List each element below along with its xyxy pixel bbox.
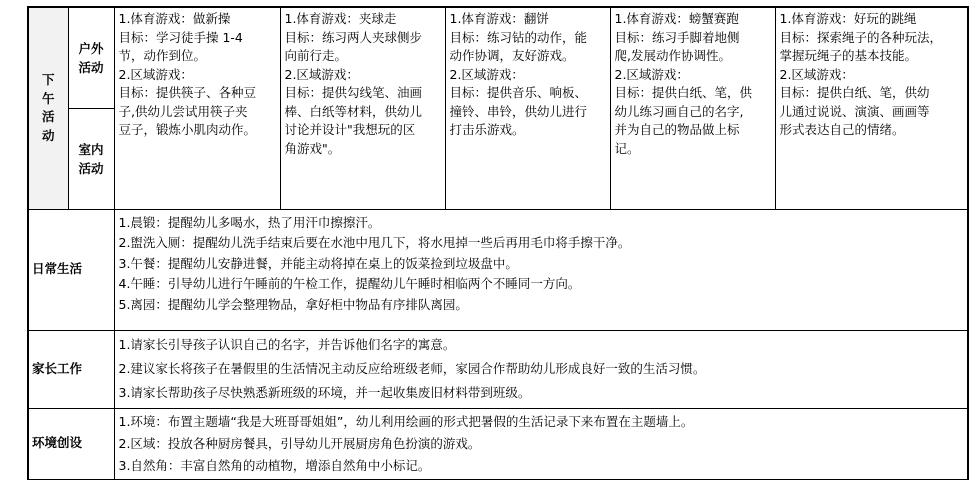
parent-work-row	[28, 330, 968, 408]
afternoon-outdoor-row	[28, 7, 968, 108]
weekly-plan-table	[27, 6, 969, 480]
daily-life-row	[28, 209, 968, 330]
daily-life-content: 1.晨锻：提醒幼儿多喝水，热了用汗巾擦擦汗。 2.盥洗入厕：提醒幼儿洗手结束后要在水池中甩几下，将水甩掉一些后再用毛巾将手擦干净。 3.午餐：提醒幼儿安静进餐，并能主动将掉在桌上的饭菜捡到垃圾盘中。 4.午睡：引导幼儿进行午睡前的午检工作，提醒幼儿午睡时相临两个不睡同一方向。 5.离园：提醒幼儿学会整理物品，拿好柜中物品有序排队离园。	[114, 209, 968, 330]
indoor-activity-label: 室内 活动	[68, 108, 114, 209]
afternoon-day-3: 1.体育游戏：翻饼 目标：练习钻的动作，能 动作协调，友好游戏。 2.区域游戏： 目标：提供音乐、响板、 撞铃、串铃，供幼儿进行 打击乐游戏。	[445, 7, 610, 209]
parent-work-content: 1.请家长引导孩子认识自己的名字，并告诉他们名字的寓意。 2.建议家长将孩子在暑假里的生活情况主动反应给班级老师，家园合作帮助幼儿形成良好一致的生活习惯。 3.请家长帮助孩子尽快熟悉新班级的环境，并一起收集废旧材料带到班级。	[114, 330, 968, 408]
environment-row	[28, 408, 968, 479]
parent-work-label: 家长工作	[28, 330, 114, 408]
environment-label: 环境创设	[28, 408, 114, 479]
afternoon-day-2: 1.体育游戏：夹球走 目标：练习两人夹球侧步 向前行走。 2.区域游戏： 目标：提供勾线笔、油画 棒、白纸等材料，供幼儿 讨论并设计"我想玩的区 角游戏"。	[280, 7, 445, 209]
outdoor-activity-label: 户外 活动	[68, 7, 114, 108]
afternoon-section-label: 下 午 活 动	[28, 7, 68, 209]
daily-life-label: 日常生活	[28, 209, 114, 330]
afternoon-day-4: 1.体育游戏：螃蟹赛跑 目标：练习手脚着地侧 爬,发展动作协调性。 2.区域游戏： 目标：提供白纸、笔，供 幼儿练习画自己的名字, 并为自己的物品做上标 记。	[610, 7, 775, 209]
afternoon-day-1: 1.体育游戏：做新操 目标：学习徒手操 1-4 节，动作到位。 2.区域游戏： 目标：提供筷子、各种豆 子,供幼儿尝试用筷子夹 豆子，锻炼小肌肉动作。	[114, 7, 280, 209]
environment-content: 1.环境：布置主题墙“我是大班哥哥姐姐”，幼儿利用绘画的形式把暑假的生活记录下来布置在主题墙上。 2.区域：投放各种厨房餐具，引导幼儿开展厨房角色扮演的游戏。 3.自然角：丰富自然角的动植物，增添自然角中小标记。	[114, 408, 968, 479]
afternoon-day-5: 1.体育游戏：好玩的跳绳 目标：探索绳子的各种玩法， 掌握玩绳子的基本技能。 2.区域游戏： 目标：提供白纸、笔，供幼 儿通过说说、演演、画画等 形式表达自己的情绪。	[775, 7, 968, 209]
